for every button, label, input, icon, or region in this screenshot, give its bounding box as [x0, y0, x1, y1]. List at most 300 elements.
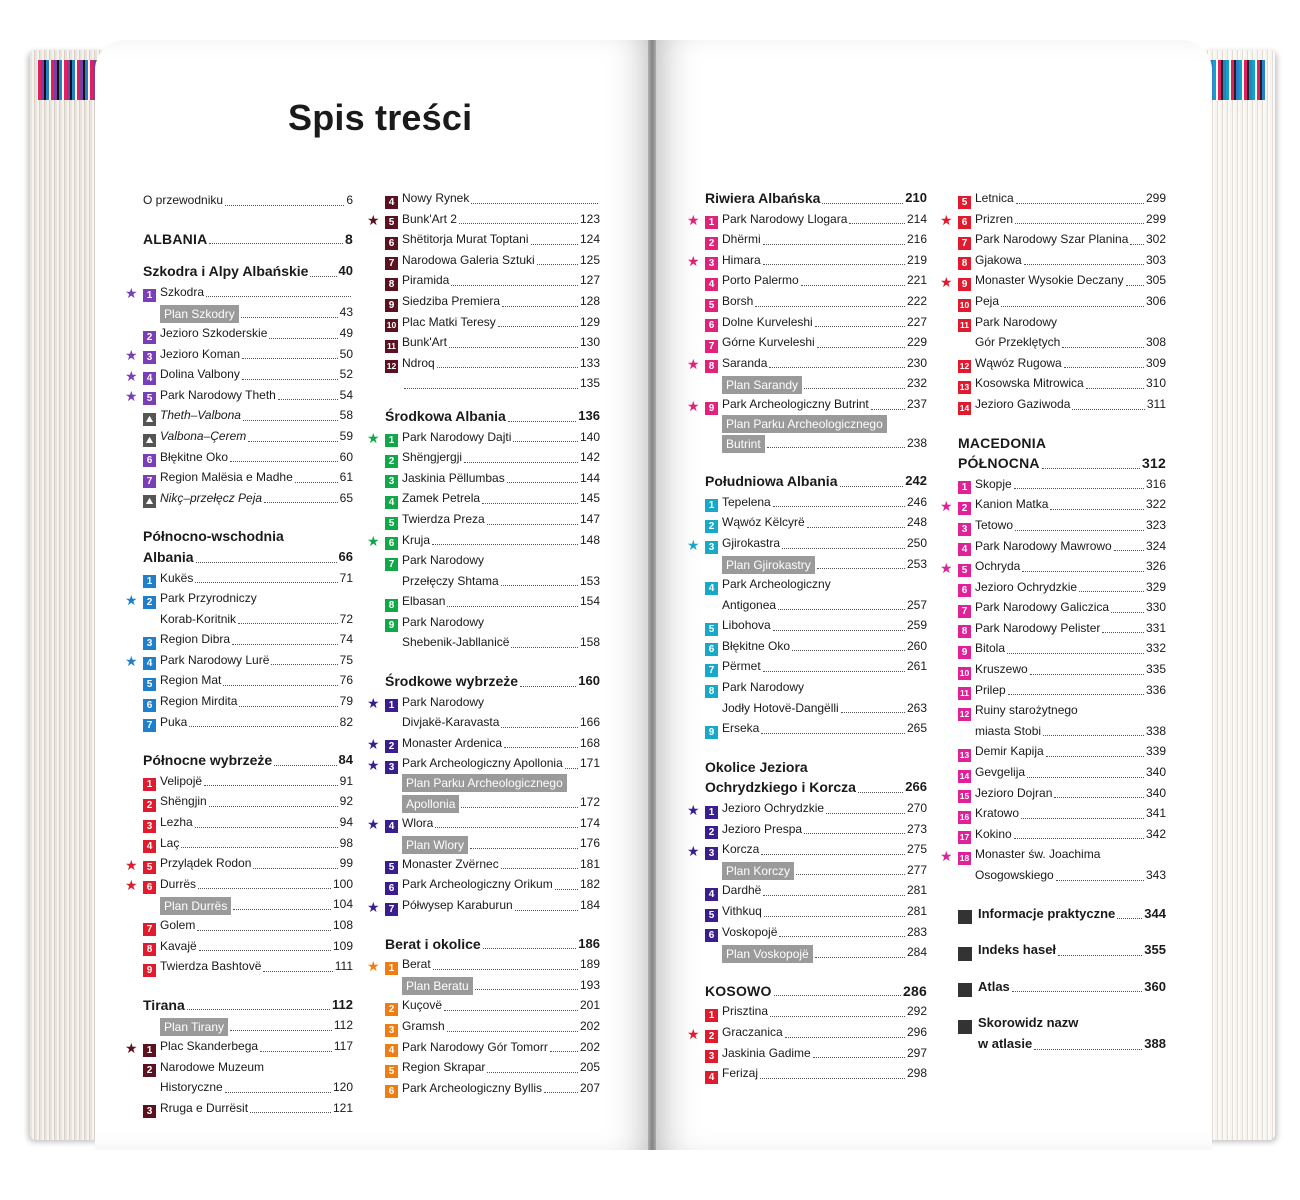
toc-entry[interactable]: 14 Gevgelija 340 [959, 765, 1166, 781]
number-badge: 1 [385, 962, 398, 975]
toc-entry[interactable]: 2 Jezioro Prespa 273 [705, 819, 927, 840]
toc-column-1 [125, 190, 353, 1118]
toc-section-heading[interactable]: Riwiera Albańska 210 [705, 190, 927, 206]
number-badge: 5 [705, 299, 718, 312]
toc-entry[interactable]: 7 Park Narodowy [385, 550, 600, 571]
number-badge: 4 [385, 496, 398, 509]
toc-entry[interactable]: 9 Park Narodowy [385, 612, 600, 633]
toc-entry[interactable]: ★ 5 Park Narodowy Theth 54 [125, 387, 353, 405]
number-badge: 14 [959, 770, 970, 781]
toc-entry[interactable]: ★ 3 Korcza 275 [687, 842, 927, 859]
toc-entry[interactable]: 6 Park Archeologiczny Byllis 207 [385, 1078, 600, 1099]
number-badge: 2 [143, 596, 156, 609]
toc-entry[interactable]: ★ 2 Graczanica 296 [687, 1024, 927, 1042]
toc-entry[interactable]: 4 Ferizaj 298 [705, 1063, 927, 1084]
star-icon: ★ [125, 877, 138, 894]
number-badge: 4 [385, 820, 398, 833]
toc-entry[interactable]: 3 Lezha 94 [143, 812, 353, 833]
number-badge: 5 [143, 861, 156, 874]
number-badge: 9 [385, 299, 398, 312]
number-badge: 8 [143, 943, 156, 956]
number-badge: 9 [958, 646, 971, 659]
toc-section-heading[interactable]: Albania 66 [143, 548, 353, 565]
number-badge: 5 [705, 623, 718, 636]
toc-entry[interactable]: ★ 1 Park Narodowy [367, 694, 485, 712]
toc-entry[interactable]: 4 Park Narodowy Gór Tomorr 202 [385, 1037, 600, 1058]
star-icon: ★ [367, 695, 380, 712]
toc-entry[interactable]: ★ 1 Plac Skanderbega 117 [125, 1038, 353, 1056]
toc-entry[interactable]: 4 Park Narodowy Mawrowo 324 [958, 536, 1166, 557]
number-badge: 1 [143, 575, 156, 588]
star-icon: ★ [687, 253, 700, 270]
toc-entry[interactable]: ★ 1 Park Narodowy Llogara 214 [687, 211, 927, 229]
number-badge: 7 [385, 558, 398, 571]
toc-entry[interactable]: ★ 1 Szkodra [143, 282, 353, 303]
toc-entry[interactable]: 5 Monaster Zvërnec 181 [385, 854, 600, 875]
number-badge: 7 [385, 903, 398, 916]
toc-entry[interactable]: ★ 4 Park Narodowy Lurë 75 [125, 652, 353, 670]
toc-entry[interactable]: 8 Park Narodowy [705, 677, 927, 698]
toc-entry[interactable]: 4 Laç 98 [143, 833, 353, 854]
toc-entry[interactable]: 2 Jezioro Szkoderskie 49 [143, 323, 353, 344]
toc-plan-entry[interactable] [385, 774, 600, 792]
toc-section-heading[interactable]: Tirana 112 [143, 996, 353, 1013]
number-badge: 17 [959, 832, 970, 843]
toc-entry[interactable]: ★ 18 Monaster św. Joachima [940, 847, 1101, 864]
toc-section-heading[interactable]: Szkodra i Alpy Albańskie 40 [143, 263, 353, 280]
toc-plan-entry[interactable]: Plan Sarandy 232 [705, 373, 927, 394]
toc-entry[interactable]: 6 Region Mirdita 79 [143, 691, 353, 712]
star-icon: ★ [687, 397, 700, 414]
number-badge: 3 [705, 541, 718, 554]
toc-appendix-entry[interactable]: Informacje praktyczne 344 [958, 904, 1166, 925]
number-badge: 3 [385, 1024, 398, 1037]
toc-section-heading[interactable]: Środkowa Albania 136 [385, 407, 600, 424]
toc-entry[interactable]: 2 Dhërmi 216 [705, 229, 927, 250]
toc-entry[interactable]: 12 Ruiny starożytnego [959, 703, 1078, 719]
number-badge: 10 [386, 320, 397, 331]
number-badge: 3 [385, 761, 398, 774]
star-icon: ★ [125, 591, 138, 608]
number-badge: 7 [143, 719, 156, 732]
toc-entry-continued[interactable]: Antigonea 257 [722, 597, 927, 612]
square-bullet-icon [958, 983, 972, 997]
toc-entry[interactable]: 7 Përmet 261 [705, 656, 927, 677]
number-badge: 12 [959, 708, 970, 719]
toc-entry[interactable]: 9 Erseka 265 [705, 718, 927, 739]
number-badge: 4 [958, 543, 971, 556]
color-tabs-right [1210, 60, 1265, 100]
toc-entry[interactable]: 6 Shëtitorja Murat Toptani 124 [385, 229, 600, 250]
number-badge: 7 [143, 475, 156, 488]
toc-entry[interactable]: 1 Kukës 71 [143, 568, 353, 589]
toc-entry[interactable]: 4 Park Archeologiczny [705, 574, 927, 595]
star-icon: ★ [125, 653, 138, 670]
number-badge: 4 [385, 196, 398, 209]
toc-entry[interactable]: 7 Górne Kurveleshi 229 [705, 332, 927, 353]
toc-appendix-entry[interactable]: Indeks haseł 355 [958, 940, 1166, 961]
map-plan-label: Plan Voskopojë [722, 945, 813, 963]
toc-entry[interactable]: 13 Demir Kapija 339 [959, 744, 1166, 761]
toc-entry[interactable]: 17 Kokino 342 [959, 826, 1166, 843]
number-badge: 9 [385, 619, 398, 632]
toc-entry[interactable]: 11 Park Narodowy [960, 314, 1058, 331]
number-badge: 2 [705, 826, 718, 839]
toc-entry[interactable]: 8 Elbasan 154 [385, 591, 600, 612]
number-badge: 3 [385, 475, 398, 488]
star-icon: ★ [125, 388, 138, 405]
star-icon: ★ [125, 347, 138, 364]
number-badge: 9 [705, 402, 718, 415]
toc-entry[interactable]: ★ 2 Kanion Matka 322 [940, 497, 1166, 514]
number-badge: 2 [385, 455, 398, 468]
toc-entry[interactable]: 4 Porto Palermo 221 [705, 270, 927, 291]
toc-country-heading[interactable]: MACEDONIA [958, 434, 1047, 451]
toc-entry[interactable]: 5 Vithkuq 281 [705, 901, 927, 922]
number-badge: 4 [385, 1044, 398, 1057]
toc-entry[interactable]: 3 Tetowo 323 [958, 515, 1166, 536]
toc-entry[interactable]: ★ 5 Przylądek Rodon 99 [125, 856, 353, 873]
toc-entry[interactable]: 10 Peja 306 [959, 293, 1166, 310]
number-badge: 8 [385, 599, 398, 612]
toc-country-heading[interactable]: ALBANIA 8 [143, 230, 353, 247]
star-icon: ★ [940, 212, 953, 229]
toc-entry-continued[interactable]: Shebenik-Jabllanicë 158 [402, 635, 600, 650]
toc-entry[interactable]: 5 Region Skrapar 205 [385, 1057, 600, 1078]
toc-entry[interactable]: ★ 5 Ochryda 326 [940, 559, 1166, 576]
toc-entry[interactable]: 11 Bunk'Art 130 [387, 335, 600, 351]
number-badge: 7 [143, 923, 156, 936]
toc-entry[interactable]: 2 Wąwóz Këlcyrë 248 [705, 512, 927, 533]
map-plan-label: Apollonia [402, 795, 459, 813]
toc-column-2 [367, 188, 600, 1098]
number-badge: 3 [705, 1050, 718, 1063]
toc-entry[interactable]: 11 Prilep 336 [960, 682, 1166, 699]
toc-entry[interactable]: ⛰ Nikç–przełęcz Peja 65 [143, 488, 353, 509]
toc-entry[interactable]: 5 Twierdza Preza 147 [385, 509, 600, 530]
book-edge-right [1205, 50, 1275, 1140]
number-badge: 1 [705, 1009, 718, 1022]
toc-entry[interactable]: ★ 2 Monaster Ardenica 168 [367, 735, 600, 753]
number-badge: 5 [958, 564, 971, 577]
toc-entry[interactable]: 2 Narodowe Muzeum [143, 1057, 353, 1078]
toc-entry[interactable]: 7 Narodowa Galeria Sztuki 125 [385, 250, 600, 271]
toc-appendix-entry[interactable]: Atlas 360 [958, 977, 1166, 998]
toc-entry[interactable]: 4 Dardhë 281 [705, 880, 927, 901]
number-badge: 11 [960, 688, 969, 699]
toc-appendix-entry-continued[interactable]: w atlasie 388 [978, 1035, 1166, 1051]
toc-section-heading[interactable]: Środkowe wybrzeże 160 [385, 673, 600, 690]
number-badge: 8 [705, 360, 718, 373]
book-edge-left [30, 50, 105, 1140]
number-badge: 2 [705, 520, 718, 533]
toc-entry[interactable]: 4 Zamek Petrela 145 [385, 488, 600, 509]
number-badge: 5 [958, 196, 971, 209]
toc-entry[interactable]: 10 Kruszewo 335 [959, 662, 1166, 678]
number-badge: 5 [705, 909, 718, 922]
number-badge: 6 [385, 1085, 398, 1098]
number-badge: 8 [385, 278, 398, 291]
toc-entry[interactable]: 3 Rruga e Durrësit 121 [143, 1098, 353, 1119]
star-icon: ★ [687, 356, 700, 373]
number-badge: 6 [385, 537, 398, 550]
toc-entry[interactable]: ★ 9 Monaster Wysokie Deczany 305 [940, 273, 1166, 290]
toc-entry[interactable]: O przewodniku 6 [143, 193, 353, 207]
toc-entry[interactable]: 8 Kavajë 109 [143, 936, 353, 957]
toc-plan-entry[interactable]: Plan Voskopojë 284 [705, 942, 927, 963]
toc-entry[interactable]: ★ 4 Dolina Valbony 52 [125, 367, 353, 384]
toc-entry[interactable]: ★ 9 Park Archeologiczny Butrint 237 [687, 396, 927, 414]
toc-entry[interactable]: 14 Jezioro Gaziwoda 311 [959, 396, 1166, 413]
toc-entry-continued[interactable]: Jodły Hotovë-Dangëlli 263 [722, 700, 927, 715]
star-icon: ★ [125, 285, 138, 302]
number-badge: 13 [959, 381, 970, 392]
toc-section-heading[interactable]: Północno-wschodnia [143, 528, 284, 545]
toc-entry-continued[interactable]: Przełęczy Shtama 153 [402, 573, 600, 588]
number-badge: 11 [387, 340, 396, 351]
number-badge: 6 [705, 929, 718, 942]
number-badge: 7 [705, 340, 718, 353]
number-badge: 6 [705, 319, 718, 332]
number-badge: 8 [958, 257, 971, 270]
toc-plan-entry[interactable]: Plan Szkodry 43 [143, 302, 353, 323]
number-badge: 18 [959, 853, 970, 863]
toc-entry[interactable]: ★ 1 Berat 189 [367, 957, 600, 974]
number-badge: 5 [385, 216, 398, 229]
number-badge: 4 [143, 372, 156, 385]
toc-entry[interactable]: 10 Plac Matki Teresy 129 [386, 314, 600, 331]
star-icon: ★ [367, 757, 380, 774]
number-badge: 3 [143, 1105, 156, 1118]
number-badge: 3 [958, 523, 971, 536]
toc-plan-entry[interactable] [705, 415, 927, 433]
toc-entry-continued[interactable]: miasta Stobi 338 [975, 723, 1166, 738]
number-badge: 3 [143, 637, 156, 650]
toc-entry[interactable]: ⛰ Valbona–Çerem 59 [143, 426, 353, 447]
toc-entry-continued[interactable]: Divjakë-Karavasta 166 [402, 715, 600, 730]
toc-plan-entry[interactable]: Apollonia 172 [385, 792, 600, 813]
number-badge: 15 [959, 791, 970, 802]
toc-entry-continued[interactable]: Historyczne 120 [160, 1080, 353, 1095]
toc-entry[interactable]: 15 Jezioro Dojran 340 [959, 785, 1166, 802]
star-icon: ★ [687, 842, 700, 859]
toc-entry[interactable]: ★ 6 Prizren 299 [940, 211, 1166, 229]
toc-entry[interactable]: 2 Kuçovë 201 [385, 995, 600, 1016]
toc-entry[interactable]: 5 Borsh 222 [705, 291, 927, 312]
toc-entry[interactable]: ★ 1 Jezioro Ochrydzkie 270 [687, 801, 927, 818]
toc-section-heading[interactable]: Berat i okolice 186 [385, 935, 600, 952]
toc-entry[interactable]: ★ 3 Himara 219 [687, 252, 927, 270]
toc-entry[interactable]: 6 Voskopojë 283 [705, 922, 927, 943]
number-badge: 5 [385, 1065, 398, 1078]
toc-entry[interactable]: 2 Shëngjergji 142 [385, 447, 600, 468]
star-icon: ★ [367, 957, 380, 974]
number-badge: 4 [705, 888, 718, 901]
toc-entry[interactable]: ★ 6 Kruja 148 [367, 532, 600, 550]
star-icon: ★ [367, 898, 380, 915]
toc-plan-entry[interactable]: Plan Tirany 112 [143, 1015, 353, 1036]
number-badge: 2 [143, 1064, 156, 1077]
number-badge: 6 [705, 643, 718, 656]
toc-entry[interactable]: 9 Bitola 332 [958, 638, 1166, 659]
number-badge: 1 [705, 806, 718, 819]
toc-country-heading[interactable]: KOSOWO 286 [705, 982, 927, 999]
toc-entry[interactable]: 3 Jaskinia Pëllumbas 144 [385, 468, 600, 489]
toc-section-heading[interactable]: Północne wybrzeże 84 [143, 752, 353, 769]
toc-entry[interactable]: ★ 5 Bunk'Art 2 123 [367, 211, 600, 229]
book-spine [648, 40, 656, 1150]
toc-plan-entry[interactable]: Plan Wlory 176 [385, 833, 600, 854]
number-badge: 6 [143, 881, 156, 894]
toc-entry[interactable]: 3 Region Dibra 74 [143, 629, 353, 650]
toc-plan-entry[interactable]: Plan Durrës 104 [143, 894, 353, 915]
map-plan-label: Plan Beratu [402, 977, 473, 995]
toc-entry[interactable]: 1 Velipojë 91 [143, 771, 353, 792]
toc-entry-continued[interactable]: Korab-Koritnik 72 [160, 611, 353, 626]
number-badge: 1 [143, 289, 156, 302]
star-icon: ★ [687, 1025, 700, 1042]
number-badge: 14 [959, 402, 970, 413]
star-icon: ★ [940, 273, 953, 290]
toc-entry[interactable]: 6 Błękitne Oko 260 [705, 636, 927, 657]
number-badge: 13 [959, 750, 970, 761]
square-bullet-icon [958, 910, 972, 924]
number-badge: 7 [705, 664, 718, 677]
toc-entry-continued[interactable]: Osogowskiego 343 [975, 868, 1166, 882]
map-plan-label: Plan Szkodry [160, 305, 239, 323]
number-badge: 9 [143, 964, 156, 977]
map-plan-label: Plan Wlory [402, 836, 468, 854]
number-badge: 12 [959, 361, 970, 372]
toc-entry[interactable]: 3 Gramsh 202 [385, 1016, 600, 1037]
square-bullet-icon [958, 1020, 972, 1034]
toc-entry[interactable]: ★ 3 Park Archeologiczny Apollonia 171 [367, 756, 600, 774]
hiking-route-icon: ⛰ [143, 413, 156, 426]
number-badge: 10 [959, 299, 970, 310]
number-badge: 8 [705, 685, 718, 698]
toc-plan-entry[interactable]: Plan Beratu 193 [385, 975, 600, 996]
number-badge: 3 [705, 847, 718, 860]
toc-entry[interactable]: 7 Golem 108 [143, 915, 353, 936]
toc-entry[interactable]: 5 Region Mat 76 [143, 670, 353, 691]
toc-entry[interactable]: ★ 3 Gjirokastra 250 [687, 535, 927, 553]
number-badge: 6 [385, 237, 398, 250]
star-icon: ★ [940, 497, 953, 514]
toc-entry[interactable]: 6 Park Archeologiczny Orikum 182 [385, 874, 600, 895]
toc-entry[interactable]: 6 Dolne Kurveleshi 227 [705, 312, 927, 333]
toc-entry[interactable]: ★ 8 Saranda 230 [687, 355, 927, 373]
star-icon: ★ [367, 816, 380, 833]
number-badge: 2 [143, 331, 156, 344]
number-badge: 6 [958, 216, 971, 229]
toc-entry[interactable]: 1 Skopje 316 [958, 474, 1166, 495]
toc-entry[interactable]: ★ 7 Półwysep Karaburun 184 [367, 898, 600, 915]
map-plan-label: Plan Parku Archeologicznego [722, 415, 887, 433]
number-badge: 12 [386, 361, 397, 372]
number-badge: 9 [705, 726, 718, 739]
map-plan-label: Butrint [722, 435, 765, 453]
number-badge: 16 [959, 811, 970, 822]
map-plan-label: Plan Korczy [722, 862, 794, 880]
toc-entry[interactable]: 12 Wąwóz Rugowa 309 [959, 355, 1166, 372]
map-plan-label: Plan Parku Archeologicznego [402, 774, 567, 792]
toc-entry[interactable]: ★ 6 Durrës 100 [125, 876, 353, 894]
toc-entry[interactable]: 1 Tepelena 246 [705, 492, 927, 513]
toc-entry[interactable]: 9 Twierdza Bashtovë 111 [143, 956, 353, 977]
toc-plan-entry[interactable]: Plan Gjirokastry 253 [705, 554, 927, 575]
star-icon: ★ [940, 559, 953, 576]
map-plan-label: Plan Durrës [160, 897, 231, 915]
page-title: Spis treści [288, 97, 473, 138]
number-badge: 2 [385, 740, 398, 753]
star-icon: ★ [367, 533, 380, 550]
toc-plan-entry[interactable]: Butrint 238 [705, 433, 927, 454]
map-plan-label: Plan Sarandy [722, 376, 802, 394]
number-badge: 1 [143, 1044, 156, 1057]
toc-section-heading[interactable]: Południowa Albania 242 [705, 473, 927, 490]
star-icon: ★ [125, 367, 138, 384]
toc-entry[interactable]: ★ 3 Jezioro Koman 50 [125, 346, 353, 364]
toc-entry[interactable]: 1 Prisztina 292 [705, 1001, 927, 1022]
toc-entry[interactable]: 3 Jaskinia Gadime 297 [705, 1043, 927, 1064]
toc-entry[interactable]: 8 Gjakowa 303 [958, 250, 1166, 271]
toc-section-heading[interactable]: Ochrydzkiego i Korcza 266 [705, 779, 927, 796]
toc-section-heading[interactable]: Okolice Jeziora [705, 758, 808, 775]
number-badge: 1 [385, 699, 398, 712]
toc-entry[interactable]: 4 Nowy Rynek [385, 188, 600, 209]
toc-column-3 [687, 188, 927, 1084]
toc-entry[interactable]: 13 Kosowska Mitrowica 310 [959, 376, 1166, 392]
toc-entry[interactable]: 7 Park Narodowy Galiczica 330 [958, 597, 1166, 618]
toc-entry[interactable]: 6 Błękitne Oko 60 [143, 447, 353, 468]
number-badge: 2 [705, 1030, 718, 1043]
number-badge: 5 [143, 678, 156, 691]
toc-entry[interactable]: ★ 1 Park Narodowy Dajti 140 [367, 429, 600, 447]
toc-entry[interactable]: 135 [385, 373, 600, 394]
star-icon: ★ [367, 736, 380, 753]
toc-country-heading[interactable]: PÓŁNOCNA 312 [958, 455, 1166, 472]
number-badge: 3 [705, 257, 718, 270]
toc-entry[interactable]: ⛰ Theth–Valbona 58 [143, 405, 353, 426]
toc-entry[interactable]: ★ 4 Wlora 174 [367, 815, 600, 833]
toc-entry-continued[interactable]: Gór Przeklętych 308 [975, 335, 1166, 350]
toc-appendix-entry[interactable]: Skorowidz nazw [958, 1013, 1166, 1034]
color-tabs-left [38, 60, 98, 100]
toc-entry[interactable]: 6 Jezioro Ochrydzkie 329 [958, 577, 1166, 598]
toc-plan-entry[interactable]: Plan Korczy 277 [705, 860, 927, 881]
number-badge: 6 [143, 699, 156, 712]
hiking-route-icon: ⛰ [143, 495, 156, 508]
number-badge: 1 [705, 499, 718, 512]
toc-entry[interactable]: 12 Ndroq 133 [386, 355, 600, 372]
toc-entry[interactable]: 7 Park Narodowy Szar Planina 302 [958, 229, 1166, 250]
number-badge: 3 [143, 351, 156, 364]
toc-entry[interactable]: 5 Libohova 259 [705, 615, 927, 636]
toc-entry[interactable]: 16 Kratowo 341 [959, 806, 1166, 822]
toc-entry[interactable]: 9 Siedziba Premiera 128 [385, 291, 600, 312]
toc-entry[interactable]: 7 Region Malësia e Madhe 61 [143, 467, 353, 488]
number-badge: 2 [705, 237, 718, 250]
toc-entry[interactable]: 8 Piramida 127 [385, 270, 600, 291]
toc-entry[interactable]: 5 Letnica 299 [958, 188, 1166, 209]
number-badge: 1 [143, 778, 156, 791]
toc-entry[interactable]: 7 Puka 82 [143, 712, 353, 733]
toc-entry[interactable]: ★ 2 Park Przyrodniczy [125, 591, 257, 608]
number-badge: 1 [958, 481, 971, 494]
toc-entry[interactable]: 8 Park Narodowy Pelister 331 [958, 618, 1166, 639]
toc-entry[interactable]: 2 Shëngjin 92 [143, 791, 353, 812]
number-badge: 10 [959, 667, 970, 678]
